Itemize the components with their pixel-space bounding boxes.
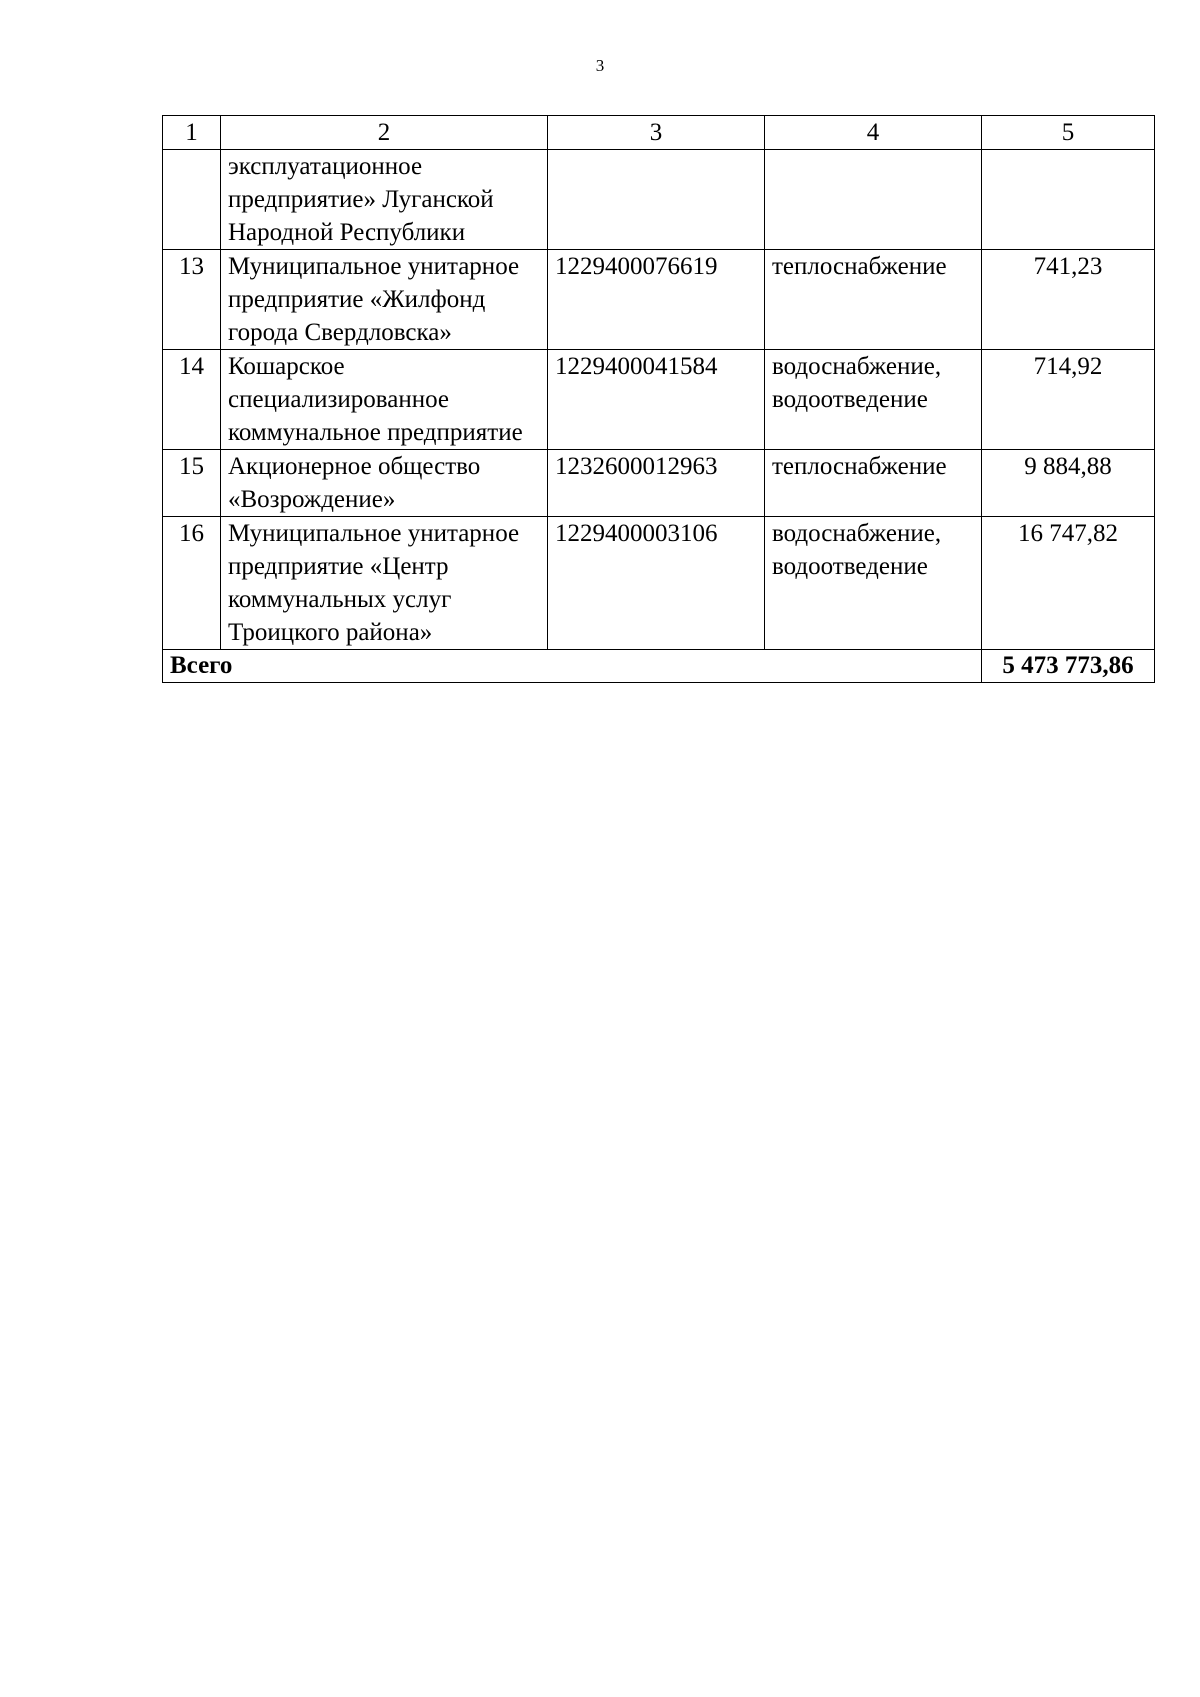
- table-row: [163, 250, 1155, 350]
- amount: 741,23: [982, 250, 1155, 350]
- service-type: водоснабжение, водоотведение: [765, 350, 982, 450]
- table-header-row: [163, 116, 1155, 150]
- table-row: [163, 150, 1155, 250]
- ogrn-code: [548, 150, 765, 250]
- table-row: [163, 450, 1155, 517]
- row-number: 14: [163, 350, 221, 450]
- service-type: теплоснабжение: [765, 450, 982, 517]
- organization-name: Муниципальное унитарное предприятие «Центр коммунальных услуг Троицкого района»: [221, 517, 548, 650]
- amount: 714,92: [982, 350, 1155, 450]
- row-number: 16: [163, 517, 221, 650]
- organization-name: Кошарское специализированное коммунальное предприятие: [221, 350, 548, 450]
- ogrn-code: 1229400076619: [548, 250, 765, 350]
- ogrn-code: 1232600012963: [548, 450, 765, 517]
- row-number: 13: [163, 250, 221, 350]
- organization-name: эксплуатационное предприятие» Луганской Народной Республики: [221, 150, 548, 250]
- header-cell-col1: 1: [163, 116, 221, 150]
- organization-name: Муниципальное унитарное предприятие «Жилфонд города Свердловска»: [221, 250, 548, 350]
- amount: 16 747,82: [982, 517, 1155, 650]
- header-cell-col4: 4: [765, 116, 982, 150]
- ogrn-code: 1229400041584: [548, 350, 765, 450]
- amount: [982, 150, 1155, 250]
- ogrn-code: 1229400003106: [548, 517, 765, 650]
- service-type: теплоснабжение: [765, 250, 982, 350]
- table-row: [163, 517, 1155, 650]
- amount: 9 884,88: [982, 450, 1155, 517]
- header-cell-col3: 3: [548, 116, 765, 150]
- total-row: [163, 650, 1155, 683]
- page-number: 3: [595, 56, 605, 75]
- service-type: [765, 150, 982, 250]
- header-cell-col5: 5: [982, 116, 1155, 150]
- row-number: [163, 150, 221, 250]
- total-amount: 5 473 773,86: [982, 650, 1155, 683]
- table-row: [163, 350, 1155, 450]
- organization-name: Акционерное общество «Возрождение»: [221, 450, 548, 517]
- header-cell-col2: 2: [221, 116, 548, 150]
- total-label: Всего: [163, 650, 982, 683]
- registry-table: [162, 115, 1155, 683]
- row-number: 15: [163, 450, 221, 517]
- service-type: водоснабжение, водоотведение: [765, 517, 982, 650]
